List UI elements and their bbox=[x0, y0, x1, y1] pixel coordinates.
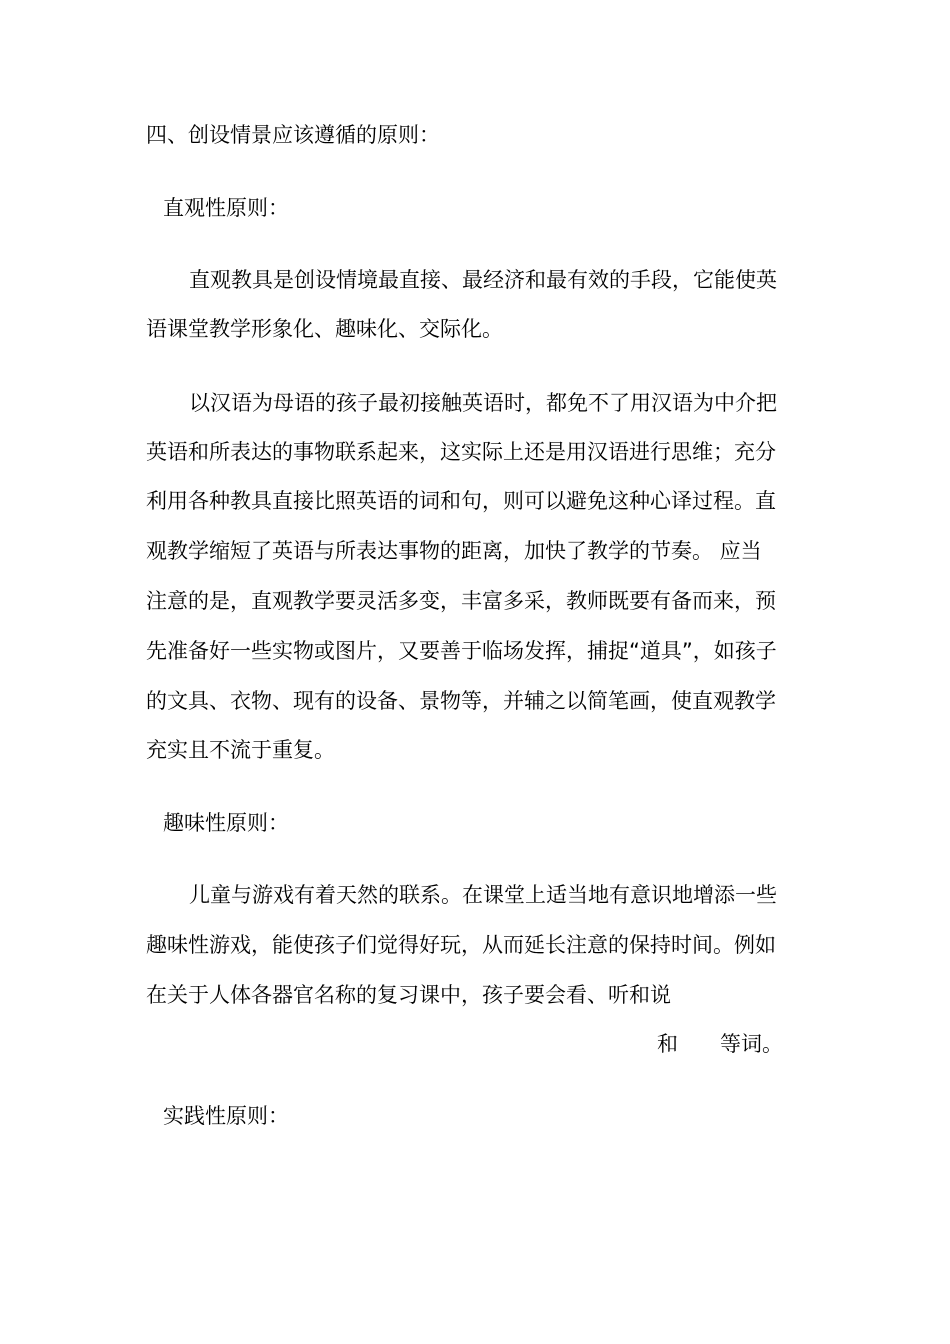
section-title-interest: 趣味性原则： bbox=[163, 811, 289, 835]
paragraph-line: 直观教具是创设情境最直接、最经济和最有效的手段，它能使英 bbox=[189, 268, 777, 292]
paragraph-line: 观教学缩短了英语与所表达事物的距离，加快了教学的节奏。 应当 bbox=[146, 539, 762, 563]
paragraph-line: 在关于人体各器官名称的复习课中，孩子要会看、听和说 bbox=[146, 983, 671, 1007]
section-title-practice: 实践性原则： bbox=[163, 1104, 289, 1128]
paragraph-line: 儿童与游戏有着天然的联系。在课堂上适当地有意识地增添一些 bbox=[189, 883, 777, 907]
paragraph-line: 先准备好一些实物或图片，又要善于临场发挥，捕捉“道具”，如孩子 bbox=[146, 639, 777, 663]
tail-and: 和 bbox=[657, 1032, 678, 1056]
paragraph-line: 充实且不流于重复。 bbox=[146, 738, 335, 762]
paragraph-line: 语课堂教学形象化、趣味化、交际化。 bbox=[146, 317, 503, 341]
paragraph-line: 注意的是，直观教学要灵活多变，丰富多采，教师既要有备而来，预 bbox=[146, 589, 776, 613]
paragraph-line: 趣味性游戏，能使孩子们觉得好玩，从而延长注意的保持时间。例如 bbox=[146, 933, 776, 957]
section-title-intuitive: 直观性原则： bbox=[163, 196, 289, 220]
section-heading: 四、创设情景应该遵循的原则： bbox=[146, 123, 440, 147]
tail-words: 等词。 bbox=[720, 1032, 783, 1056]
paragraph-line: 的文具、衣物、现有的设备、景物等，并辅之以简笔画，使直观教学 bbox=[146, 689, 776, 713]
paragraph-line: 以汉语为母语的孩子最初接触英语时，都免不了用汉语为中介把 bbox=[189, 391, 777, 415]
paragraph-line: 英语和所表达的事物联系起来，这实际上还是用汉语进行思维；充分 bbox=[146, 440, 776, 464]
paragraph-line: 利用各种教具直接比照英语的词和句，则可以避免这种心译过程。直 bbox=[146, 489, 776, 513]
